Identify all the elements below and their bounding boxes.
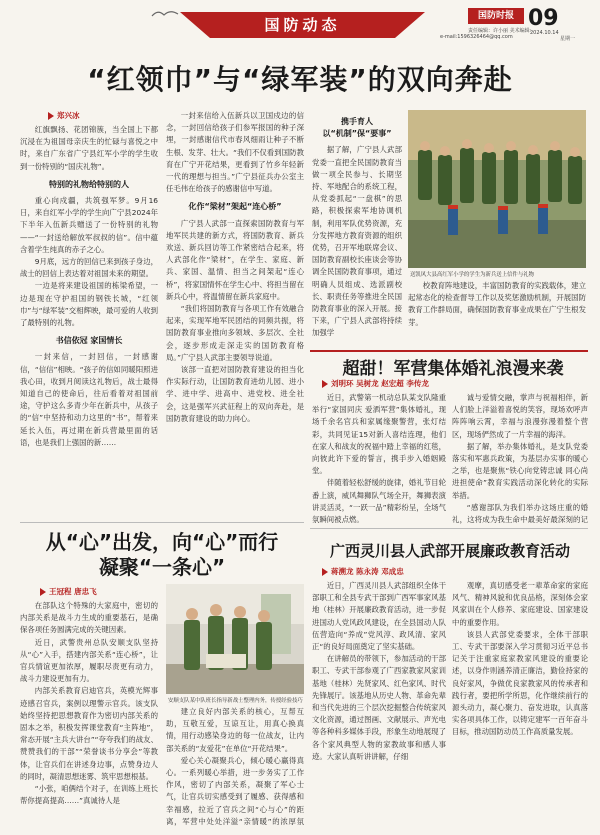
paragraph: 建立良好内部关系的核心，互帮互助，互敬互爱，互谅互让，用真心换真情，用行动感染身边的每一位战友，让内部关系的“友爱花”在单位“开花结果”。: [166, 707, 304, 753]
email-line: e-mail:1596326464@qq.com: [440, 34, 513, 40]
seagull-icon: [150, 8, 180, 20]
paragraph: 爱心关心凝聚兵心，倾心暖心赢得真心。一系列暖心举措，进一步务实了工作作风，密切了内部关系，凝聚了军心士气，让官兵切实感受到了履感、获得感和幸福感，拉近了官兵之间“心与心”的距离，军营中处处洋溢“亲情暖”的浓厚氛: [166, 755, 304, 826]
paragraph: 诚与爱情交融，掌声与祝福相伴，新人们脸上洋溢着喜悦的笑容，现场欢呼声阵阵响云霄，幸福与浪漫弥漫着整个营区，现场俨然成了一片幸福的海洋。: [452, 393, 588, 439]
article1-column-4: [408, 280, 586, 340]
article4-byline: [322, 566, 404, 577]
paragraph: 在讲解员的带领下，参加活动的干部职工、专武干部参观了广西家教家风家训基地（桂林）先贤家风、红色家风、时代先锋展厅。该基地从历史人物、革命先辈和当代先进的三个层次挖掘整合传统家风文化资源，通过图画、文献展示、声光电等各种科多媒体手段，形象生动地展现了各个家风典型人物的家教故事和感人事迹。大家认真听讲讲解，仔细: [312, 654, 446, 761]
article2-column-2: [452, 392, 588, 526]
article1-byline: [48, 110, 80, 121]
article3-headline: 从“心”出发，向“心”而行 凝聚“一条心”: [45, 530, 279, 579]
article3-photo: [166, 584, 304, 694]
article2-authors: 刘明环 吴树龙 赵宏超 李传龙: [331, 379, 429, 388]
divider: [20, 522, 304, 523]
article1-column-1: [20, 124, 158, 522]
paragraph: 重心向戍疆，共筑强军梦。9月16日，来自红军小学的学生向广宁县2024年下半年入伍新兵赠送了一份特别的礼物——“一封送给解放军叔叔的信”。信中蕴含着学生纯真的赤子之心。: [20, 196, 158, 254]
article3-column-1: [20, 600, 158, 828]
article2-column-1: [312, 392, 446, 526]
paragraph: “感谢部队为我们举办这场庄重的婚礼，这将成为我生命中最美好最深刻的记: [452, 502, 588, 525]
article4-column-1: [312, 580, 446, 828]
ceremony-photo: [408, 110, 586, 268]
masthead: [0, 0, 600, 44]
byline-arrow-icon: [322, 380, 328, 388]
article1-photo-caption: 送凯风大县高红军小学的学生为新兵送上信件与礼物: [410, 272, 534, 278]
article3-authors: 王冠程 唐忠飞: [49, 587, 97, 596]
paragraph: 内部关系教育启迪官兵，英模光辉事迹感召官兵，案例以理警示官兵。该支队始终坚持把思想教育作为密切内部关系的固本之举，积极发挥课堂教育“主阵地”，常态开展“主兵大讲台”“夸夸我们的战友、赞赞我们的干部”“荣誉谈书分享会”等教体，让官兵们在讲述身边事，点赞身边人的同时，凝清思想迷雾、筑牢思想根基。: [20, 686, 158, 781]
paragraph: “我们将国防教育与各项工作有效融合起来，实现军地军民团结的同频共振，将国防教育事业推向多领域、多层次、全社会，逐步形成走深走实的国防教育格局。”广宁县人武部主要领导说道。: [166, 304, 304, 362]
paragraph: 一封来信给入伍新兵以卫国戍边的信念，一封回信给孩子们参军报国的种子深埋，一封感谢信代市春风细雨让种子不断生根、发芽、壮大。“我们不仅看到国防教育在广宁开花结果，更看到了竹乡年轻新一代的理想与担当。”广宁县征兵办公室主任毛伟在给孩子的感谢信中写道。: [166, 111, 304, 194]
weekday: 星期一: [560, 36, 576, 42]
article3-byline: [40, 586, 97, 597]
paragraph: 广宁县人武部一直探索国防教育与军地军民共建的新方式，将国防教育、新兵欢送、新兵回访等工作紧密结合起来，将人武部化作“梁材”，在学生、家庭、新兵、家国、温情、担当之间架起“连心桥”，将家国情怀在学生心中、将担当留在新兵心中，将温情留在新兵家庭中。: [166, 218, 304, 301]
issue-date: 2024.10.14: [530, 30, 559, 36]
article4-column-2: [452, 580, 588, 828]
main-headline: “红领巾”与“绿军装”的双向奔赴: [87, 63, 513, 96]
divider: [310, 528, 588, 529]
article1-column-3: [312, 110, 402, 340]
paragraph: 9月底，远方的回信已来到孩子身边，战士的回信上表达着对祖国未来的期望。: [20, 257, 158, 279]
section-banner: [210, 12, 395, 38]
subheading: 书信依冠 家国情长: [55, 336, 123, 346]
paragraph: 伴随着轻松舒缓的旋律，婚礼节目轮番上演，威风舞狮队气场全开，舞狮表演讲灵活灵，“一跃一品”精彩纷呈，全场气氛瞬间被点燃。: [312, 478, 446, 525]
paragraph: 该县人武部党委要求，全体干部职工、专武干部要深入学习贯彻习近平总书记关于注重家庭家教家风建设的重要论述，以身作则涵养清正廉洁，勤俭持家的良好家风，争做优良家教家风的传承者和践行者，要把所学所思，化作继续前行的源头动力，凝心聚力、奋发进取，认真落实各项具体工作，以铸定建军一百年奋斗目标，推动国防动员工作高质量发展。: [452, 629, 588, 737]
paper-logo: 国防时报: [468, 8, 524, 24]
page-number: 09: [528, 6, 559, 31]
byline-arrow-icon: [48, 112, 54, 120]
section-title: 国防动态: [264, 16, 341, 34]
paragraph: 一封来信，一封回信，一封感谢信，“信信”相映。“孩子的信如同暖阳照进我心田，收到月阅读这礼物后，战士最得知道自己的使命后，往后看着对祖国前途，守护这么多青少年在新兵中，从孩子的“信”中坚持和动力这里的“书”，帮着来延长入伍，再过期在新兵营最里面的话语，也是我们上强国的新……: [20, 352, 158, 447]
subheading: 化作“梁材”架起“连心桥”: [188, 202, 282, 212]
article2-byline: [322, 378, 429, 389]
article2-headline: 超甜！军营集体婚礼浪漫来袭: [342, 359, 564, 379]
paragraph: “小张，咱俩结个对子，在训练上班长帮你提高提高……”真诚待人是: [20, 784, 158, 806]
paragraph: 近日，广西灵川县人武部组织全体干部职工和全县专武干部到广西军事家风基地（桂林）开展廉政教育活动，进一步促进国动人党风政风建设，在全县国动人队伍营造向“养成”党风淳、政风清、家风正“的良好局面奠定了坚实基础。: [312, 581, 446, 652]
article4-headline: 广西灵川县人武部开展廉政教育活动: [329, 542, 570, 560]
paragraph: 近日，武警贵州总队安顺支队坚持从“心”入手，搭建内部关系“连心桥”，让官兵情谊更加浓厚，履职尽责更有动力，战斗力建设更加有力。: [20, 637, 158, 684]
dormitory-photo: [166, 584, 304, 694]
article4-authors: 蒋溯龙 陈永涛 邓成忠: [331, 567, 404, 576]
paragraph: 近日，武警第一机动总队某支队隆重举行“家国同庆 爱洒军营”集体婚礼，现场千余名官兵和家属缘聚警营，张灯结彩，共同见证15对新人喜结连理，他们在家人和战友的祝福中踏上幸福的红毯，向彼此许下爱的誓言，携手步入婚姻殿堂。: [312, 393, 446, 476]
byline-arrow-icon: [322, 568, 328, 576]
paragraph: 据了解，广宁县人武部党委一直把全民国防教育当做一项全民参与、长期坚持、军地配合的系统工程，从党委抓起“一盘棋”的思路，积极探索军地协调机制，利用军队优势资源，充分发挥地方教育资源的组织优势，召开军地联席会议、国防教育副校长座谈会等协调全民国防教育事项，通过明确人员组成、选派副校长、职责任务等推进全民国防教育事业的深入开展。接下来，广宁县人武部将持续加强学: [312, 145, 402, 338]
paragraph: 校教育阵地建设，丰富国防教育的实践载体，建立起常态化的检查督导工作以及奖惩激励机制，开展国防教育工作群局面，确保国防教育事业成果在广宁生根发芽。: [408, 281, 586, 327]
paragraph: 观摩，真切感受老一辈革命家的家庭风气、精神风貌和优良品格，深刻体会家风家训在个人修养、家庭建设、国家建设中的重要作用。: [452, 581, 588, 627]
paragraph: 红旗飘扬、花团锦簇，当全国上下都沉浸在为祖国母亲庆生的忙碌与喜悦之中时，来自广东省广宁县红军小学的学生收到一份特别的“国庆礼物”。: [20, 125, 158, 171]
subheading: 携手育人 以“机制”保“要事”: [322, 117, 392, 139]
paragraph: 该部一直把对国防教育建设的担当化作实际行动，让国防教育进幼儿园、进小学、进中学、进高中、进党校、进全社会，这是强军兴武征程上的双向奔赴，是国防教育建设的助力向心。: [166, 365, 304, 423]
divider: [310, 350, 588, 352]
subheading: 特别的礼物给特别的人: [49, 179, 129, 189]
paragraph: 在部队这个特殊的大家庭中，密切的内部关系是战斗力生成的重要基石，是确保各项任务圆满完成的关键因素。: [20, 601, 158, 635]
editor-line: 责任编辑：许小丽 美术编辑：: [468, 28, 535, 34]
byline-arrow-icon: [40, 588, 46, 596]
article3-photo-caption: 安顺支队某中队班长指导新战士整理内务，传授经验技巧: [168, 698, 303, 704]
paragraph: 一边是将来建设祖国的栋梁希望，一边是现在守护祖国的钢铁长城，“红领巾”与“绿军装”交相辉映，最可爱的人收到了最特别的礼物。: [20, 281, 158, 328]
article3-column-2: [166, 706, 304, 828]
article1-column-2: [166, 110, 304, 508]
paragraph: 据了解，举办集体婚礼，是支队党委落实和军惠兵政策，为基层办实事的暖心之举，也是聚焦“铁心向党铸忠诚 同心尚进担使命”教育实践活动深化转化的实际举措。: [452, 441, 588, 500]
article1-author: 郑兴冰: [57, 111, 80, 120]
article1-photo: [408, 110, 586, 268]
